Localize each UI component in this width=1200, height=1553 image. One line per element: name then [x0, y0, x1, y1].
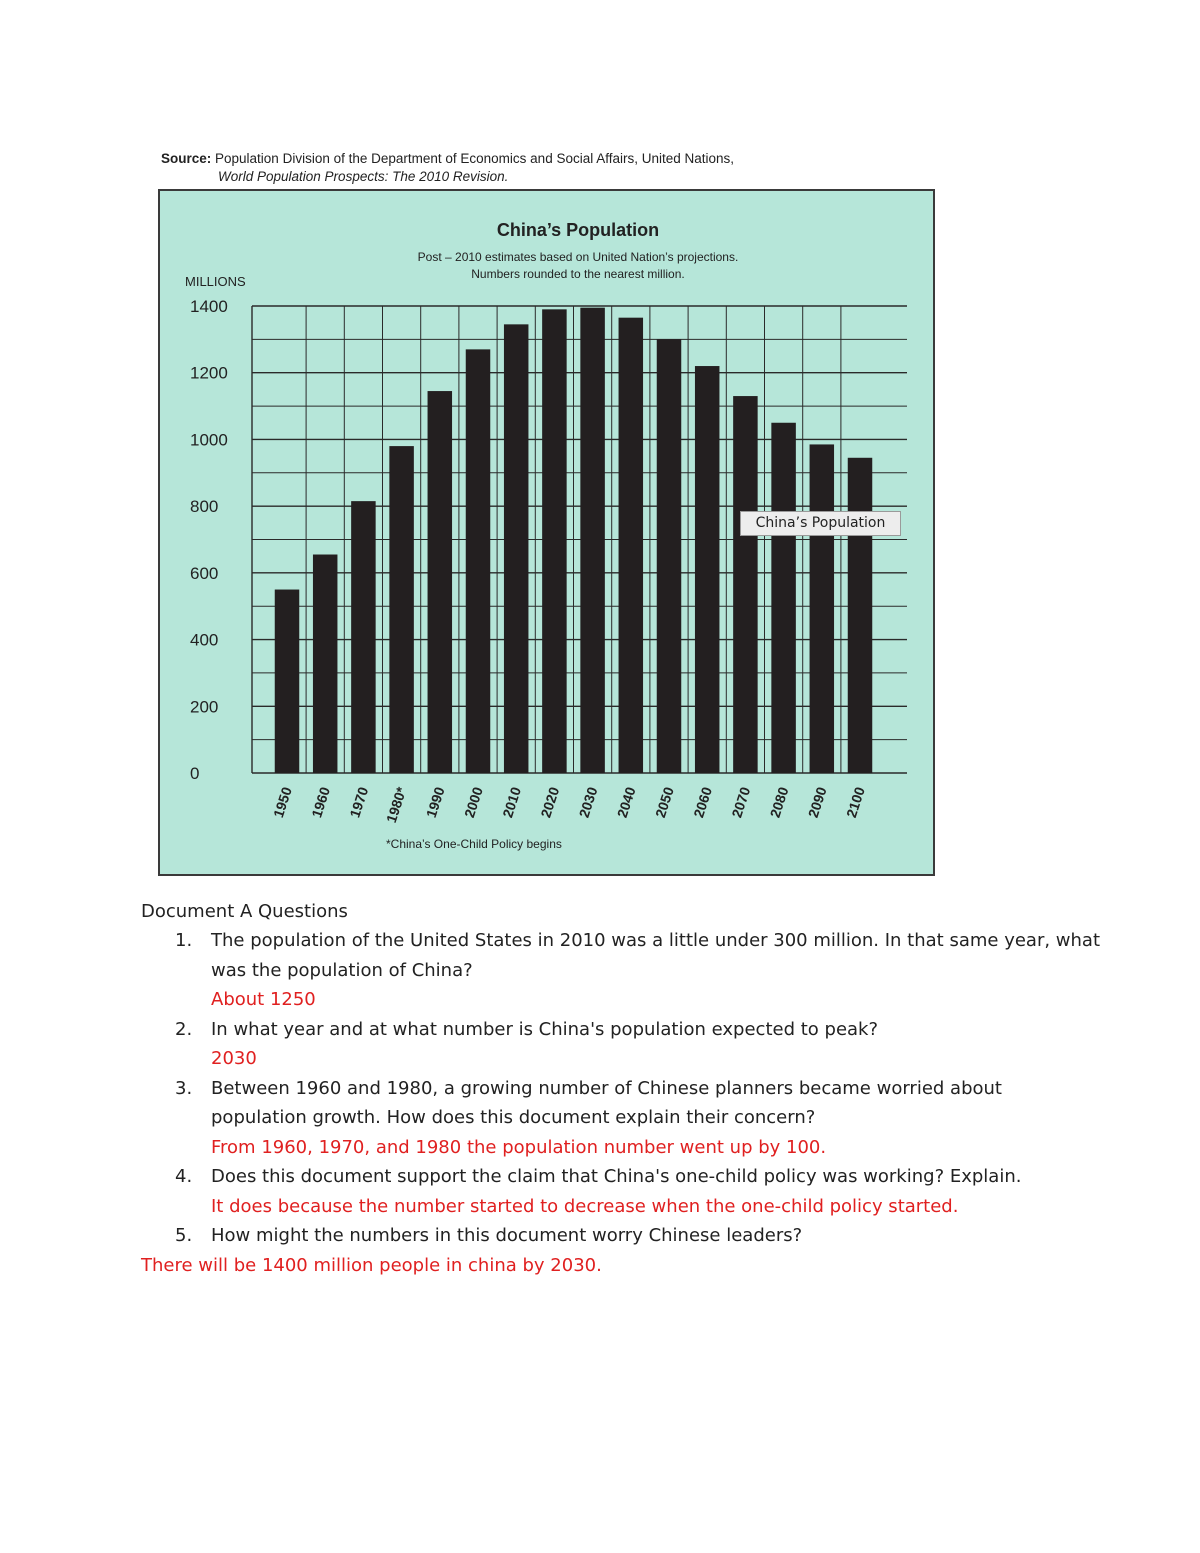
question-text: How might the numbers in this document worry Chinese leaders?: [211, 1225, 803, 1246]
x-tick-label: 2080: [766, 784, 792, 820]
bar: [810, 444, 835, 773]
question-item: [141, 1221, 1101, 1251]
bar: [275, 590, 300, 773]
y-tick-label: 800: [190, 497, 219, 517]
question-text: In what year and at what number is China's population expected to peak?: [211, 1018, 879, 1040]
x-tick-label: 1990: [422, 784, 448, 820]
question-number: 3.: [175, 1077, 193, 1099]
x-tick-label: 2050: [652, 784, 677, 820]
y-axis-label: MILLIONS: [185, 274, 246, 289]
y-tick-label: 400: [190, 630, 219, 650]
source-publication: World Population Prospects: The 2010 Revision.: [218, 169, 509, 184]
bar: [848, 458, 873, 773]
question-item: [141, 1162, 1101, 1221]
chart-footnote: *China’s One-Child Policy begins: [386, 837, 562, 851]
x-tick-label: 2010: [499, 784, 525, 820]
question-number: 1.: [175, 930, 193, 951]
bar: [733, 396, 758, 773]
y-tick-label: 1000: [190, 430, 228, 450]
bar: [657, 339, 682, 773]
bar: [466, 349, 491, 773]
question-item: [141, 1074, 1101, 1163]
bar: [389, 446, 414, 773]
question-list: [141, 926, 1101, 1251]
x-tick-label: 1970: [346, 784, 372, 820]
y-tick-label: 600: [190, 563, 219, 583]
question-number: 5.: [175, 1225, 193, 1246]
x-tick-label: 2070: [728, 784, 754, 820]
source-citation: [161, 150, 734, 186]
question-item: [141, 1015, 1101, 1074]
source-text: Population Division of the Department of Economics and Social Affairs, United Nations,: [211, 151, 735, 166]
question-number: 4.: [175, 1166, 193, 1187]
population-chart: [158, 189, 935, 876]
document-questions: [141, 897, 1101, 1280]
bar: [695, 366, 720, 773]
question-text: The population of the United States in 2010 was a little under 300 million. In that same year, what was the population of China?: [211, 930, 1101, 981]
final-answer: There will be 1400 million people in china by 2030.: [141, 1254, 602, 1276]
y-tick-label: 1400: [190, 297, 228, 316]
x-tick-label: 1980*: [382, 784, 410, 825]
chart-tooltip: China’s Population: [740, 511, 901, 536]
x-tick-label: 2100: [843, 784, 868, 820]
x-tick-label: 2000: [461, 784, 486, 820]
x-tick-label: 2090: [804, 784, 830, 820]
bar: [580, 308, 605, 773]
y-tick-label: 0: [190, 764, 200, 783]
x-tick-label: 2040: [613, 784, 639, 820]
x-tick-label: 2060: [690, 784, 716, 820]
question-text: Does this document support the claim that China's one-child policy was working? Explain.: [211, 1166, 1022, 1187]
bar: [771, 423, 796, 773]
questions-heading: Document A Questions: [141, 901, 348, 922]
bar: [313, 555, 338, 773]
bar: [542, 309, 567, 773]
answer-text: From 1960, 1970, and 1980 the population number went up by 100.: [211, 1136, 827, 1158]
source-label: Source:: [161, 151, 212, 166]
x-tick-label: 2030: [575, 784, 601, 820]
answer-text: 2030: [211, 1048, 257, 1069]
bar: [428, 391, 453, 773]
question-text: Between 1960 and 1980, a growing number of Chinese planners became worried about population growth. How does this document explain their concern?: [211, 1077, 1002, 1128]
x-tick-label: 1950: [270, 784, 295, 820]
y-tick-label: 200: [190, 697, 219, 717]
question-number: 2.: [175, 1018, 193, 1040]
x-tick-label: 1960: [308, 784, 334, 820]
question-item: [141, 926, 1101, 1015]
bar: [351, 501, 376, 773]
bar: [619, 318, 644, 773]
chart-title: China’s Population: [496, 220, 660, 240]
chart-subtitle: Numbers rounded to the nearest million.: [471, 267, 685, 281]
chart-subtitle: Post – 2010 estimates based on United Nation’s projections.: [417, 250, 739, 264]
x-tick-label: 2020: [537, 784, 563, 820]
answer-text: It does because the number started to decrease when the one-child policy started.: [211, 1195, 959, 1217]
bar: [504, 324, 529, 773]
answer-text: About 1250: [211, 989, 316, 1010]
y-tick-label: 1200: [190, 363, 228, 383]
